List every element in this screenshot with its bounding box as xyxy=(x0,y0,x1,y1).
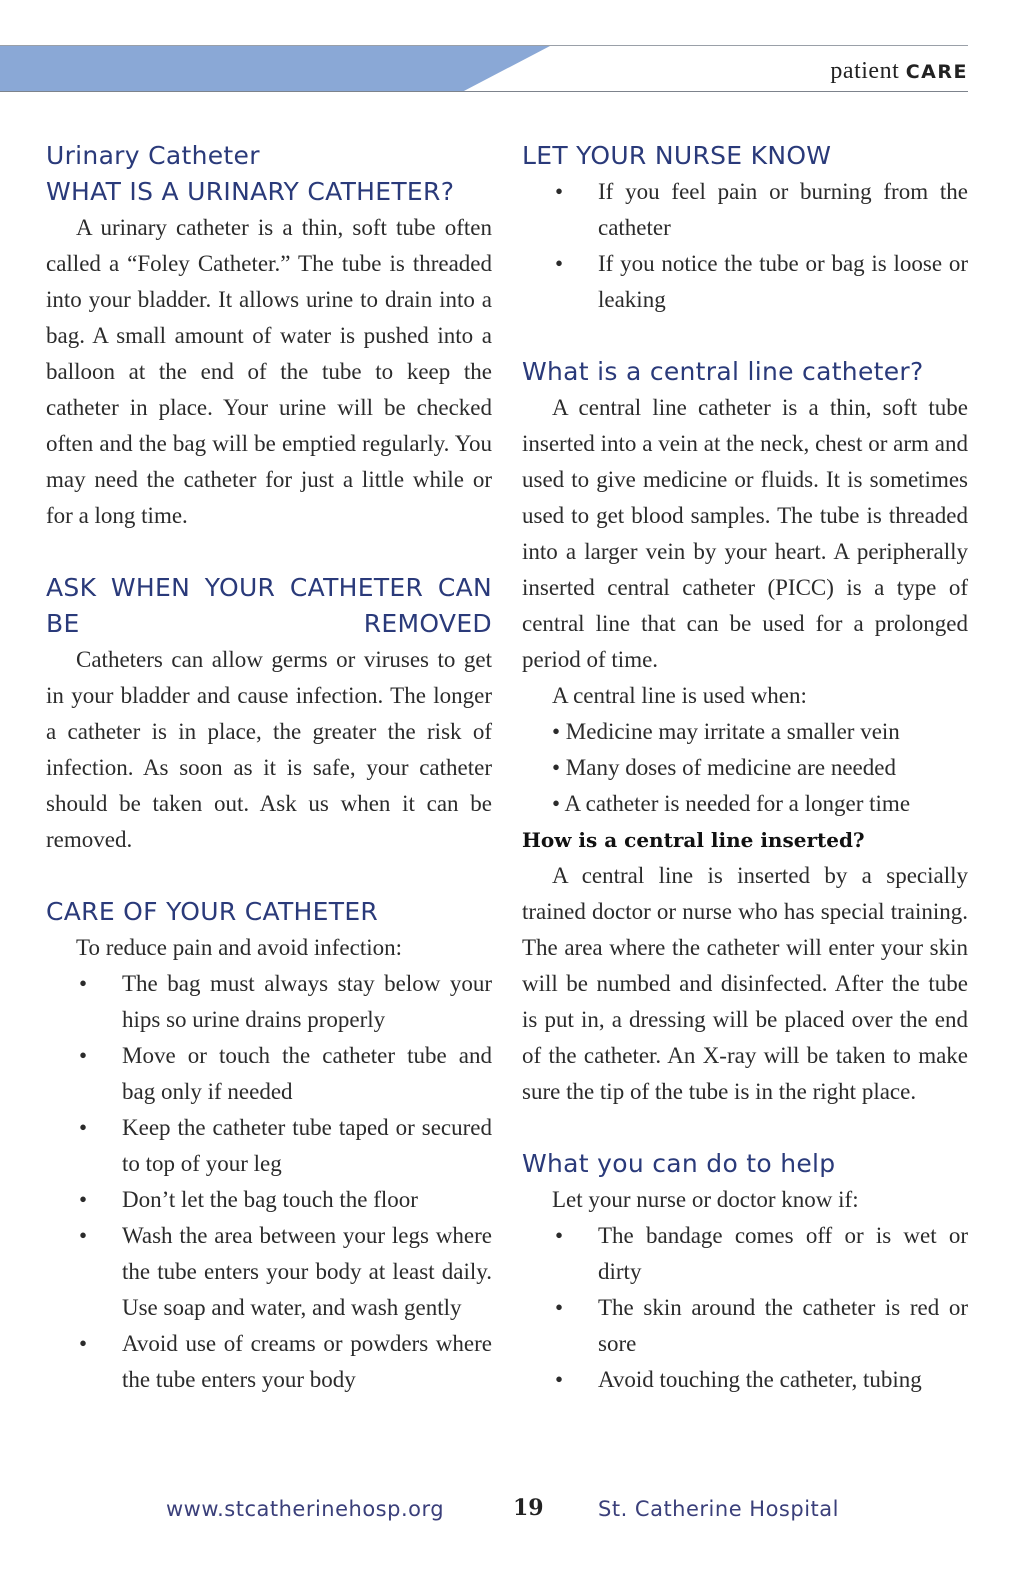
list-item: • Wash the area between your legs where the tube enters your body at least daily. Use soap and water, and wash gently xyxy=(79,1223,492,1320)
list-item: • A catheter is needed for a longer time xyxy=(552,791,911,816)
list-item: • The skin around the catheter is red or sore xyxy=(555,1295,968,1356)
page-number: 19 xyxy=(513,1495,544,1521)
list-item: • Many doses of medicine are needed xyxy=(552,755,896,780)
ask-body: Catheters can allow germs or viruses to get in your bladder and cause infection. The longer a catheter is in place, the greater the risk of infection. As soon as it is safe, your catheter should be taken out. Ask us when it can be removed. xyxy=(46,647,492,852)
central-uses-list xyxy=(522,714,968,822)
list-item: • Keep the catheter tube taped or secured to top of your leg xyxy=(79,1115,492,1176)
header-band xyxy=(0,46,560,92)
inserted-heading: How is a central line inserted? xyxy=(522,828,865,852)
header-bottom-rule xyxy=(0,91,968,92)
care-intro: To reduce pain and avoid infection: xyxy=(76,935,403,960)
nurse-heading: LET YOUR NURSE KNOW xyxy=(522,141,832,170)
care-list xyxy=(46,966,492,1398)
list-item: • Avoid touching the catheter, tubing xyxy=(555,1367,922,1392)
list-item: • Avoid use of creams or powders where the tube enters your body xyxy=(79,1331,492,1392)
help-list xyxy=(522,1218,968,1398)
list-item: • The bandage comes off or is wet or dirty xyxy=(555,1223,968,1284)
list-item: • The bag must always stay below your hips so urine drains properly xyxy=(79,971,492,1032)
list-item: • Medicine may irritate a smaller vein xyxy=(552,719,900,744)
central-body: A central line catheter is a thin, soft tube inserted into a vein at the neck, chest or arm and used to give medicine or fluids. It is sometimes used to get blood samples. The tube is threaded into a larger vein by your heart. A peripherally inserted central catheter (PICC) is a type of central line that can be used for a prolonged period of time. xyxy=(522,395,968,672)
right-column xyxy=(522,138,968,1398)
help-heading: What you can do to help xyxy=(522,1149,836,1178)
section-label xyxy=(830,58,968,85)
section-prefix: patient xyxy=(830,58,900,84)
inserted-body: A central line is inserted by a specially trained doctor or nurse who has special training. The area where the catheter will enter your skin will be numbed and disinfected. After the tube is put in, a dressing will be placed over the end of the catheter. An X-ray will be taken to make sure the tip of the tube is in the right place. xyxy=(522,863,968,1104)
central-used-when: A central line is used when: xyxy=(552,683,807,708)
care-heading: CARE OF YOUR CATHETER xyxy=(46,897,379,926)
central-heading: What is a central line catheter? xyxy=(522,357,924,386)
what-is-body: A urinary catheter is a thin, soft tube often called a “Foley Catheter.” The tube is threaded into your bladder. It allows urine to drain into a bag. A small amount of water is pushed into a balloon at the end of the tube to keep the catheter in place. Your urine will be checked often and the bag will be emptied regularly. You may need the catheter for just a little while or for a long time. xyxy=(46,215,492,528)
left-column xyxy=(46,138,492,1398)
list-item: • If you feel pain or burning from the catheter xyxy=(555,179,968,240)
page-footer xyxy=(0,1497,1024,1533)
footer-hospital-name: St. Catherine Hospital xyxy=(598,1497,839,1521)
nurse-list xyxy=(522,174,968,318)
section-name: CARE xyxy=(905,61,968,83)
footer-website-link[interactable]: www.stcatherinehosp.org xyxy=(166,1497,445,1521)
list-item: • Don’t let the bag touch the floor xyxy=(79,1187,418,1212)
list-item: • Move or touch the catheter tube and bag only if needed xyxy=(79,1043,492,1104)
ask-heading: ASK WHEN YOUR CATHETER CAN BE REMOVED xyxy=(46,573,492,638)
list-item: • If you notice the tube or bag is loose or leaking xyxy=(555,251,968,312)
help-intro: Let your nurse or doctor know if: xyxy=(552,1187,859,1212)
what-is-heading: WHAT IS A URINARY CATHETER? xyxy=(46,177,455,206)
article-title: Urinary Catheter xyxy=(46,141,260,170)
